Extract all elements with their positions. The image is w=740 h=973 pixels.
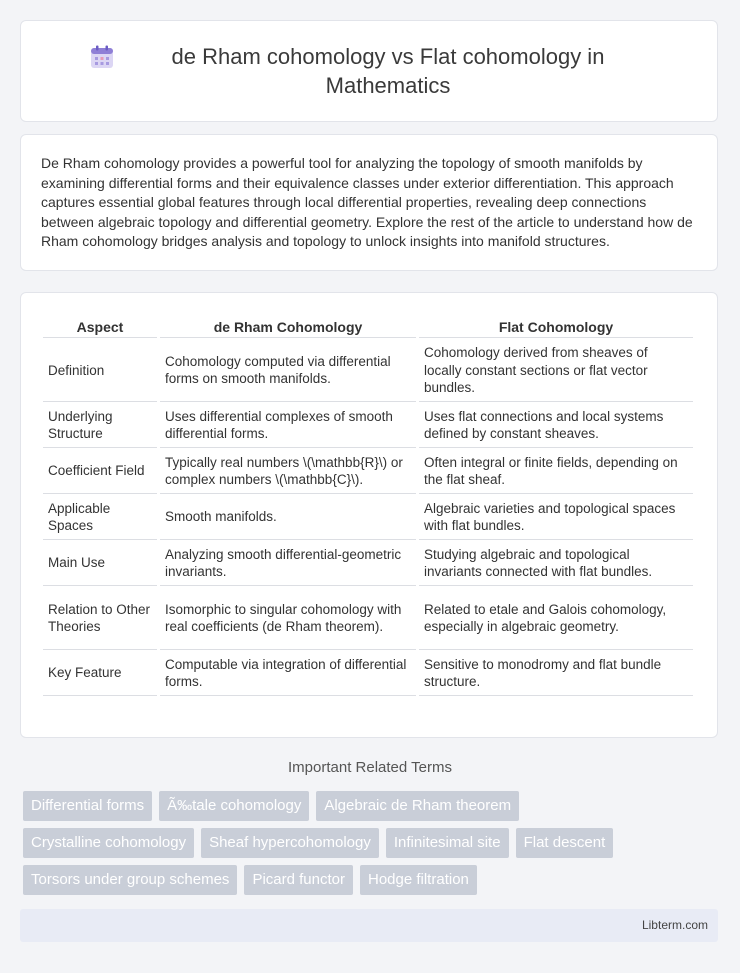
related-terms <box>23 791 723 902</box>
row-de-rham: Smooth manifolds. <box>160 496 416 540</box>
row-aspect: Key Feature <box>43 652 157 696</box>
title-wrap <box>89 42 649 100</box>
row-de-rham: Isomorphic to singular cohomology with real coefficients (de Rham theorem). <box>160 588 416 650</box>
row-aspect: Main Use <box>43 542 157 586</box>
row-de-rham: Analyzing smooth differential-geometric invariants. <box>160 542 416 586</box>
table-row <box>43 404 693 448</box>
row-aspect: Underlying Structure <box>43 404 157 448</box>
title-card <box>20 20 718 122</box>
tag-infinitesimal-site[interactable]: Infinitesimal site <box>386 828 509 858</box>
row-de-rham: Uses differential complexes of smooth differential forms. <box>160 404 416 448</box>
table-row <box>43 496 693 540</box>
tag-torsors-under-group-schemes[interactable]: Torsors under group schemes <box>23 865 237 895</box>
tag-etale-cohomology[interactable]: Ã‰tale cohomology <box>159 791 309 821</box>
table-row <box>43 652 693 696</box>
calendar-icon <box>89 44 115 70</box>
row-flat: Cohomology derived from sheaves of locally constant sections or flat vector bundles. <box>419 340 693 402</box>
row-flat: Studying algebraic and topological invariants connected with flat bundles. <box>419 542 693 586</box>
row-aspect: Applicable Spaces <box>43 496 157 540</box>
tag-row <box>23 791 723 821</box>
row-aspect: Relation to Other Theories <box>43 588 157 650</box>
table-row <box>43 450 693 494</box>
related-terms-title: Important Related Terms <box>288 759 452 776</box>
tag-differential-forms[interactable]: Differential forms <box>23 791 152 821</box>
tag-hodge-filtration[interactable]: Hodge filtration <box>360 865 477 895</box>
tag-sheaf-hypercohomology[interactable]: Sheaf hypercohomology <box>201 828 379 858</box>
row-aspect: Coefficient Field <box>43 450 157 494</box>
page-title: de Rham cohomology vs Flat cohomology in Mathematics <box>171 44 605 98</box>
table-row <box>43 340 693 402</box>
tag-picard-functor[interactable]: Picard functor <box>244 865 353 895</box>
row-de-rham: Typically real numbers \(\mathbb{R}\) or complex numbers \(\mathbb{C}\). <box>160 450 416 494</box>
row-flat: Often integral or finite fields, depending on the flat sheaf. <box>419 450 693 494</box>
tag-row <box>23 865 723 895</box>
table-header-row <box>43 315 693 338</box>
header-flat: Flat Cohomology <box>419 315 693 338</box>
table-row <box>43 542 693 586</box>
intro-paragraph: De Rham cohomology provides a powerful tool for analyzing the topology of smooth manifolds by examining differential forms and their equivalence classes under exterior differentiation. This approach captures essential global features through local differential properties, revealing deep connections between algebraic topology and differential geometry. Explore the rest of the article to understand how de Rham cohomology bridges analysis and topology to unlock insights into manifold structures. <box>41 155 693 249</box>
row-flat: Uses flat connections and local systems defined by constant sheaves. <box>419 404 693 448</box>
comparison-card <box>20 292 718 738</box>
footer <box>20 909 718 942</box>
row-de-rham: Cohomology computed via differential forms on smooth manifolds. <box>160 340 416 402</box>
tag-flat-descent[interactable]: Flat descent <box>516 828 614 858</box>
row-flat: Sensitive to monodromy and flat bundle structure. <box>419 652 693 696</box>
comparison-table <box>40 313 696 698</box>
footer-site-link[interactable]: Libterm.com <box>641 918 708 932</box>
table-row <box>43 588 693 650</box>
header-aspect: Aspect <box>43 315 157 338</box>
row-flat: Algebraic varieties and topological spaces with flat bundles. <box>419 496 693 540</box>
row-flat: Related to etale and Galois cohomology, especially in algebraic geometry. <box>419 588 693 650</box>
row-de-rham: Computable via integration of differential forms. <box>160 652 416 696</box>
row-aspect: Definition <box>43 340 157 402</box>
header-de-rham: de Rham Cohomology <box>160 315 416 338</box>
tag-algebraic-de-rham-theorem[interactable]: Algebraic de Rham theorem <box>316 791 519 821</box>
tag-row <box>23 828 723 858</box>
intro-card <box>20 134 718 271</box>
tag-crystalline-cohomology[interactable]: Crystalline cohomology <box>23 828 194 858</box>
